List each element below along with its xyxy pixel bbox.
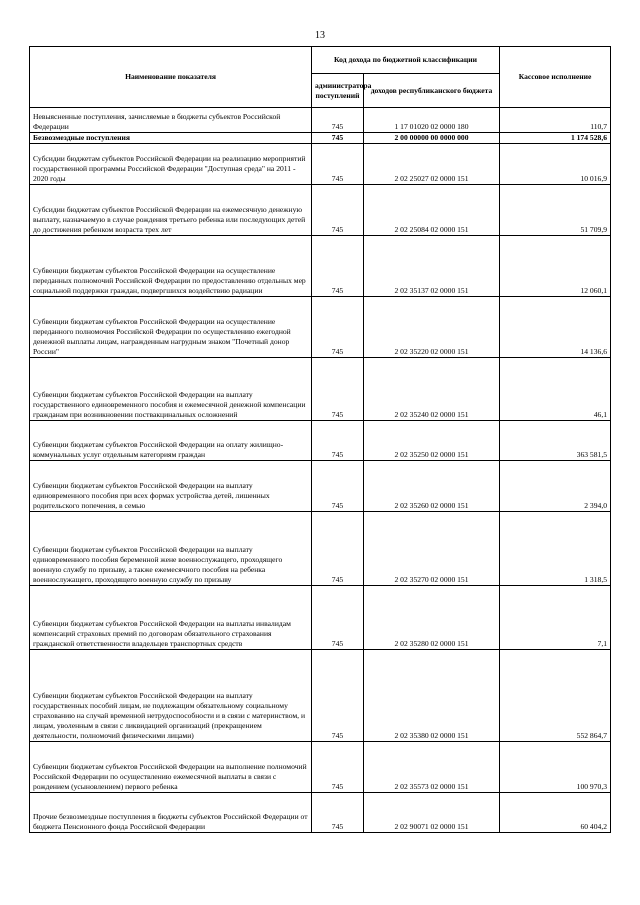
row-admin-code: 745 xyxy=(312,133,364,144)
table-row xyxy=(30,650,611,742)
row-name: Субвенции бюджетам субъектов Российской Федерации на осуществление переданного полномочия Российской Федерации по осуществлению ежегодной денежной выплаты лицам, награжденным нагрудным знаком "Почетный донор России" xyxy=(30,297,312,358)
row-amount: 12 060,1 xyxy=(500,236,611,297)
table-row xyxy=(30,236,611,297)
header-admin: администратора поступлений xyxy=(312,74,364,108)
row-amount: 1 174 528,6 xyxy=(500,133,611,144)
row-name: Субвенции бюджетам субъектов Российской Федерации на выполнение полномочий Российской Федерации по осуществлению ежемесячной выплаты в связи с рождением (усыновлением) первого ребенка xyxy=(30,742,312,793)
table-row xyxy=(30,133,611,144)
row-admin-code: 745 xyxy=(312,297,364,358)
row-name: Невыясненные поступления, зачисляемые в бюджеты субъектов Российской Федерации xyxy=(30,108,312,133)
row-revenue-code: 2 02 35270 02 0000 151 xyxy=(364,512,500,586)
row-name: Субвенции бюджетам субъектов Российской Федерации на оплату жилищно-коммунальных услуг отдельным категориям граждан xyxy=(30,421,312,461)
row-admin-code: 745 xyxy=(312,421,364,461)
row-revenue-code: 2 02 35137 02 0000 151 xyxy=(364,236,500,297)
row-amount: 60 404,2 xyxy=(500,793,611,833)
row-revenue-code: 2 02 35260 02 0000 151 xyxy=(364,461,500,512)
header-code-group: Код дохода по бюджетной классификации xyxy=(312,47,500,74)
row-name: Субвенции бюджетам субъектов Российской Федерации на выплаты инвалидам компенсаций страховых премий по договорам обязательного страхования гражданской ответственности владельцев транспортных средств xyxy=(30,586,312,650)
row-admin-code: 745 xyxy=(312,108,364,133)
row-amount: 363 581,5 xyxy=(500,421,611,461)
row-name: Субсидии бюджетам субъектов Российской Федерации на реализацию мероприятий государственной программы Российской Федерации "Доступная среда" на 2011 - 2020 годы xyxy=(30,144,312,185)
row-admin-code: 745 xyxy=(312,793,364,833)
row-name: Субвенции бюджетам субъектов Российской Федерации на выплату государственного единовременного пособия и ежемесячной денежной компенсации гражданам при возникновении поствакцинальных осложнений xyxy=(30,358,312,421)
row-revenue-code: 2 02 35380 02 0000 151 xyxy=(364,650,500,742)
row-name: Субвенции бюджетам субъектов Российской Федерации на выплату государственных пособий лицам, не подлежащим обязательному социальному страхованию на случай временной нетрудоспособности и в связи с материнством, и лицам, уволенным в связи с ликвидацией организаций (прекращением деятельности, полномочий физическими лицами) xyxy=(30,650,312,742)
table-row xyxy=(30,358,611,421)
row-admin-code: 745 xyxy=(312,650,364,742)
row-admin-code: 745 xyxy=(312,236,364,297)
header-revenue: доходов республиканского бюджета xyxy=(364,74,500,108)
row-name: Субвенции бюджетам субъектов Российской Федерации на выплату единовременного пособия беременной жене военнослужащего, проходящего военную службу по призыву, а также ежемесячного пособия на ребенка военнослужащего, проходящего военную службу по призыву xyxy=(30,512,312,586)
row-admin-code: 745 xyxy=(312,512,364,586)
row-amount: 552 864,7 xyxy=(500,650,611,742)
row-revenue-code: 2 00 00000 00 0000 000 xyxy=(364,133,500,144)
row-name: Субсидии бюджетам субъектов Российской Федерации на ежемесячную денежную выплату, назначаемую в случае рождения третьего ребенка или последующих детей до достижения ребенком возраста трех лет xyxy=(30,185,312,236)
header-execution: Кассовое исполнение xyxy=(500,47,611,108)
row-amount: 7,1 xyxy=(500,586,611,650)
row-amount: 51 709,9 xyxy=(500,185,611,236)
row-revenue-code: 1 17 01020 02 0000 180 xyxy=(364,108,500,133)
row-amount: 46,1 xyxy=(500,358,611,421)
table-row xyxy=(30,108,611,133)
row-admin-code: 745 xyxy=(312,742,364,793)
table-row xyxy=(30,144,611,185)
row-admin-code: 745 xyxy=(312,358,364,421)
row-admin-code: 745 xyxy=(312,144,364,185)
row-admin-code: 745 xyxy=(312,586,364,650)
table-row xyxy=(30,185,611,236)
row-amount: 100 970,3 xyxy=(500,742,611,793)
table-row xyxy=(30,421,611,461)
row-revenue-code: 2 02 35250 02 0000 151 xyxy=(364,421,500,461)
row-admin-code: 745 xyxy=(312,185,364,236)
row-amount: 14 136,6 xyxy=(500,297,611,358)
row-revenue-code: 2 02 25027 02 0000 151 xyxy=(364,144,500,185)
header-name: Наименование показателя xyxy=(30,47,312,108)
row-revenue-code: 2 02 90071 02 0000 151 xyxy=(364,793,500,833)
row-amount: 110,7 xyxy=(500,108,611,133)
row-revenue-code: 2 02 35240 02 0000 151 xyxy=(364,358,500,421)
table-row xyxy=(30,461,611,512)
row-admin-code: 745 xyxy=(312,461,364,512)
row-revenue-code: 2 02 25084 02 0000 151 xyxy=(364,185,500,236)
table-row xyxy=(30,793,611,833)
row-name: Прочие безвозмездные поступления в бюджеты субъектов Российской Федерации от бюджета Пенсионного фонда Российской Федерации xyxy=(30,793,312,833)
row-amount: 1 318,5 xyxy=(500,512,611,586)
table-row xyxy=(30,512,611,586)
page-number: 13 xyxy=(315,30,325,41)
budget-execution-table xyxy=(29,46,611,833)
row-name: Субвенции бюджетам субъектов Российской Федерации на выплату единовременного пособия при всех формах устройства детей, лишенных родительского попечения, в семью xyxy=(30,461,312,512)
row-amount: 10 016,9 xyxy=(500,144,611,185)
row-revenue-code: 2 02 35573 02 0000 151 xyxy=(364,742,500,793)
row-revenue-code: 2 02 35280 02 0000 151 xyxy=(364,586,500,650)
row-name: Субвенции бюджетам субъектов Российской Федерации на осуществление переданных полномочий Российской Федерации по предоставлению отдельных мер социальной поддержки граждан, подвергшихся воздействию радиации xyxy=(30,236,312,297)
table-row xyxy=(30,742,611,793)
table-row xyxy=(30,297,611,358)
row-name: Безвозмездные поступления xyxy=(30,133,312,144)
table-row xyxy=(30,586,611,650)
row-amount: 2 394,0 xyxy=(500,461,611,512)
row-revenue-code: 2 02 35220 02 0000 151 xyxy=(364,297,500,358)
